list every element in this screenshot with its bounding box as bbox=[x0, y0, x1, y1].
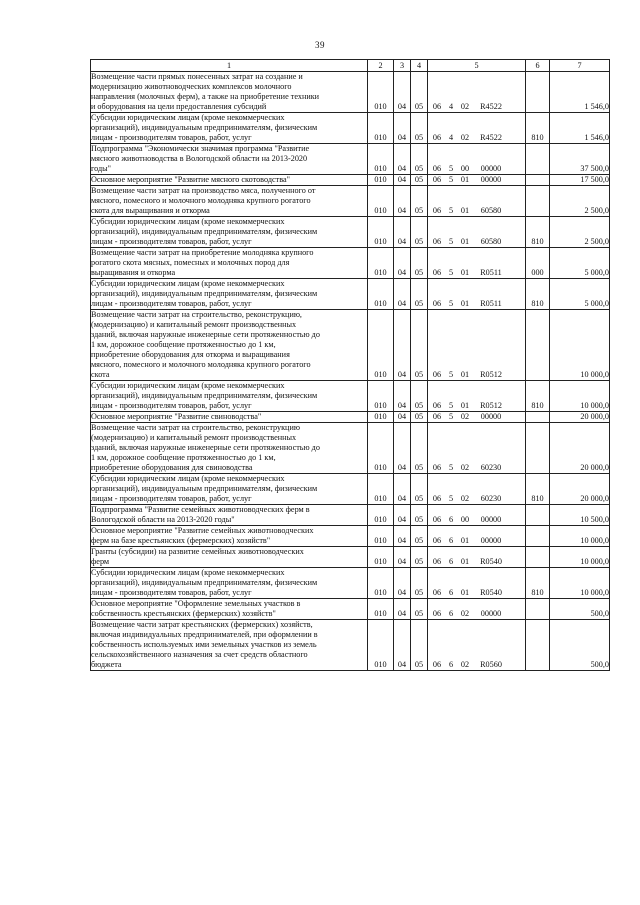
code-section: 04 bbox=[394, 144, 411, 175]
code-expense-type bbox=[526, 620, 550, 671]
code-section: 04 bbox=[394, 423, 411, 474]
table-row bbox=[91, 217, 610, 248]
row-amount: 10 000,0 bbox=[550, 310, 610, 381]
code-target-article bbox=[428, 248, 526, 279]
code-admin: 010 bbox=[368, 423, 394, 474]
target-article-part: 02 bbox=[460, 494, 470, 503]
target-article-part: R0512 bbox=[480, 401, 502, 410]
code-section: 04 bbox=[394, 175, 411, 186]
header-col-1: 1 bbox=[91, 60, 368, 72]
row-name: Основное мероприятие "Оформление земельных участков в собственность крестьянских (фермерских) хозяйств" bbox=[91, 599, 368, 620]
row-amount: 10 000,0 bbox=[550, 568, 610, 599]
target-article-part: 01 bbox=[460, 557, 470, 566]
row-name: Возмещение части затрат крестьянских (фермерских) хозяйств, включая индивидуальных предпринимателей, при оформлении в собственность используемых ими земельных участков из земель сельскохозяйственного назначения за счет средств областного бюджета bbox=[91, 620, 368, 671]
target-article-part: 00000 bbox=[480, 412, 502, 421]
row-amount: 5 000,0 bbox=[550, 279, 610, 310]
code-subsection: 05 bbox=[411, 505, 428, 526]
table-row bbox=[91, 381, 610, 412]
code-subsection: 05 bbox=[411, 217, 428, 248]
row-amount: 10 000,0 bbox=[550, 526, 610, 547]
code-admin: 010 bbox=[368, 526, 394, 547]
code-subsection: 05 bbox=[411, 248, 428, 279]
target-article-part: 6 bbox=[448, 515, 454, 524]
target-article-part: 01 bbox=[460, 370, 470, 379]
target-article-part: 00000 bbox=[480, 164, 502, 173]
target-article-part: R0540 bbox=[480, 557, 502, 566]
target-article-part: 6 bbox=[448, 660, 454, 669]
code-admin: 010 bbox=[368, 599, 394, 620]
header-col-7: 7 bbox=[550, 60, 610, 72]
header-col-5: 5 bbox=[428, 60, 526, 72]
code-section: 04 bbox=[394, 412, 411, 423]
table-row bbox=[91, 144, 610, 175]
code-subsection: 05 bbox=[411, 547, 428, 568]
target-article-part: 01 bbox=[460, 268, 470, 277]
table-header-row bbox=[91, 60, 610, 72]
target-article-part: 60580 bbox=[480, 206, 502, 215]
row-name: Гранты (субсидии) на развитие семейных животноводческих ферм bbox=[91, 547, 368, 568]
target-article-part: 01 bbox=[460, 588, 470, 597]
row-name: Субсидии юридическим лицам (кроме некоммерческих организаций), индивидуальным предпринимателям, физическим лицам - производителям товаров, работ, услуг bbox=[91, 381, 368, 412]
target-article-part: 5 bbox=[448, 237, 454, 246]
row-amount: 20 000,0 bbox=[550, 423, 610, 474]
code-target-article bbox=[428, 113, 526, 144]
code-subsection: 05 bbox=[411, 113, 428, 144]
target-article-part: 06 bbox=[432, 660, 442, 669]
target-article-part: 06 bbox=[432, 494, 442, 503]
code-expense-type: 810 bbox=[526, 474, 550, 505]
code-section: 04 bbox=[394, 547, 411, 568]
code-target-article bbox=[428, 526, 526, 547]
code-target-article bbox=[428, 505, 526, 526]
code-section: 04 bbox=[394, 310, 411, 381]
target-article-part: R0540 bbox=[480, 588, 502, 597]
code-subsection: 05 bbox=[411, 620, 428, 671]
code-target-article bbox=[428, 620, 526, 671]
target-article-part: 5 bbox=[448, 463, 454, 472]
target-article-part: 5 bbox=[448, 401, 454, 410]
row-amount: 10 000,0 bbox=[550, 381, 610, 412]
code-target-article bbox=[428, 547, 526, 568]
target-article-part: 02 bbox=[460, 102, 470, 111]
code-target-article bbox=[428, 599, 526, 620]
target-article-part: 60230 bbox=[480, 463, 502, 472]
row-name: Возмещение части затрат на строительство, реконструкцию (модернизацию) и капитальный ремонт производственных зданий, включая наружные инженерные сети протяженностью до 1 км, дорожное сообщение протяженностью до 1 км, приобретение оборудования для свиноводства bbox=[91, 423, 368, 474]
target-article-part: 60580 bbox=[480, 237, 502, 246]
target-article-part: 00000 bbox=[480, 515, 502, 524]
table-row bbox=[91, 599, 610, 620]
row-amount: 2 500,0 bbox=[550, 186, 610, 217]
target-article-part: 02 bbox=[460, 133, 470, 142]
code-target-article bbox=[428, 144, 526, 175]
row-amount: 1 546,0 bbox=[550, 72, 610, 113]
code-admin: 010 bbox=[368, 144, 394, 175]
header-col-6: 6 bbox=[526, 60, 550, 72]
target-article-part: 01 bbox=[460, 175, 470, 184]
target-article-part: 5 bbox=[448, 494, 454, 503]
code-admin: 010 bbox=[368, 474, 394, 505]
row-amount: 500,0 bbox=[550, 620, 610, 671]
code-expense-type: 810 bbox=[526, 568, 550, 599]
row-name: Возмещение части прямых понесенных затрат на создание и модернизацию животноводческих комплексов молочного направления (молочных ферм), а также на приобретение техники и оборудования на цели предоставления субсидий bbox=[91, 72, 368, 113]
code-section: 04 bbox=[394, 217, 411, 248]
target-article-part: 5 bbox=[448, 206, 454, 215]
target-article-part: 06 bbox=[432, 557, 442, 566]
header-col-4: 4 bbox=[411, 60, 428, 72]
code-admin: 010 bbox=[368, 113, 394, 144]
row-name: Основное мероприятие "Развитие свиноводства" bbox=[91, 412, 368, 423]
code-target-article bbox=[428, 412, 526, 423]
row-name: Субсидии юридическим лицам (кроме некоммерческих организаций), индивидуальным предпринимателям, физическим лицам - производителям товаров, работ, услуг bbox=[91, 279, 368, 310]
table-row bbox=[91, 175, 610, 186]
table-row bbox=[91, 113, 610, 144]
code-subsection: 05 bbox=[411, 474, 428, 505]
code-subsection: 05 bbox=[411, 526, 428, 547]
target-article-part: 00 bbox=[460, 164, 470, 173]
page-number: 39 bbox=[315, 40, 325, 50]
code-admin: 010 bbox=[368, 412, 394, 423]
code-expense-type: 000 bbox=[526, 248, 550, 279]
code-subsection: 05 bbox=[411, 310, 428, 381]
target-article-part: 5 bbox=[448, 370, 454, 379]
table-row bbox=[91, 620, 610, 671]
row-name: Субсидии юридическим лицам (кроме некоммерческих организаций), индивидуальным предпринимателям, физическим лицам - производителям товаров, работ, услуг bbox=[91, 474, 368, 505]
target-article-part: 01 bbox=[460, 206, 470, 215]
code-expense-type: 810 bbox=[526, 217, 550, 248]
code-expense-type bbox=[526, 526, 550, 547]
code-admin: 010 bbox=[368, 505, 394, 526]
target-article-part: 06 bbox=[432, 609, 442, 618]
code-expense-type bbox=[526, 423, 550, 474]
target-article-part: R0511 bbox=[480, 268, 502, 277]
row-name: Основное мероприятие "Развитие мясного скотоводства" bbox=[91, 175, 368, 186]
target-article-part: 02 bbox=[460, 463, 470, 472]
header-col-3: 3 bbox=[394, 60, 411, 72]
code-expense-type bbox=[526, 186, 550, 217]
code-admin: 010 bbox=[368, 620, 394, 671]
code-target-article bbox=[428, 568, 526, 599]
code-target-article bbox=[428, 474, 526, 505]
target-article-part: 06 bbox=[432, 268, 442, 277]
code-subsection: 05 bbox=[411, 568, 428, 599]
code-expense-type: 810 bbox=[526, 381, 550, 412]
target-article-part: 5 bbox=[448, 299, 454, 308]
code-subsection: 05 bbox=[411, 381, 428, 412]
code-subsection: 05 bbox=[411, 423, 428, 474]
table-row bbox=[91, 547, 610, 568]
code-admin: 010 bbox=[368, 568, 394, 599]
header-col-2: 2 bbox=[368, 60, 394, 72]
row-amount: 20 000,0 bbox=[550, 474, 610, 505]
row-name: Подпрограмма "Развитие семейных животноводческих ферм в Вологодской области на 2013-2020 годы" bbox=[91, 505, 368, 526]
code-target-article bbox=[428, 186, 526, 217]
target-article-part: 06 bbox=[432, 412, 442, 421]
table-row bbox=[91, 474, 610, 505]
code-admin: 010 bbox=[368, 547, 394, 568]
target-article-part: 01 bbox=[460, 401, 470, 410]
table-row bbox=[91, 186, 610, 217]
target-article-part: 06 bbox=[432, 133, 442, 142]
table-row bbox=[91, 412, 610, 423]
code-subsection: 05 bbox=[411, 279, 428, 310]
code-section: 04 bbox=[394, 381, 411, 412]
row-amount: 500,0 bbox=[550, 599, 610, 620]
row-amount: 2 500,0 bbox=[550, 217, 610, 248]
target-article-part: 00000 bbox=[480, 175, 502, 184]
target-article-part: 00 bbox=[460, 515, 470, 524]
target-article-part: 06 bbox=[432, 588, 442, 597]
code-target-article bbox=[428, 279, 526, 310]
row-name: Подпрограмма "Экономически значимая программа "Развитие мясного животноводства в Вологодской области на 2013-2020 годы" bbox=[91, 144, 368, 175]
code-expense-type bbox=[526, 310, 550, 381]
code-subsection: 05 bbox=[411, 599, 428, 620]
code-target-article bbox=[428, 72, 526, 113]
code-admin: 010 bbox=[368, 217, 394, 248]
target-article-part: 5 bbox=[448, 412, 454, 421]
code-admin: 010 bbox=[368, 175, 394, 186]
code-expense-type bbox=[526, 72, 550, 113]
row-amount: 5 000,0 bbox=[550, 248, 610, 279]
target-article-part: R0560 bbox=[480, 660, 502, 669]
target-article-part: 6 bbox=[448, 536, 454, 545]
table-row bbox=[91, 568, 610, 599]
table-row bbox=[91, 526, 610, 547]
row-amount: 10 500,0 bbox=[550, 505, 610, 526]
code-section: 04 bbox=[394, 568, 411, 599]
code-expense-type bbox=[526, 505, 550, 526]
code-section: 04 bbox=[394, 248, 411, 279]
row-name: Возмещение части затрат на приобретение молодняка крупного рогатого скота мясных, помесных и молочных пород для выращивания и откорма bbox=[91, 248, 368, 279]
code-section: 04 bbox=[394, 279, 411, 310]
code-expense-type bbox=[526, 412, 550, 423]
row-name: Возмещение части затрат на строительство, реконструкцию, (модернизацию) и капитальный ремонт производственных зданий, включая наружные инженерные сети протяженностью до 1 км, дорожное сообщение протяженностью до 1 км, приобретение оборудования для откорма и выращивания мясного, помесного и молочного молодняка крупного рогатого скота bbox=[91, 310, 368, 381]
code-expense-type: 810 bbox=[526, 279, 550, 310]
code-expense-type bbox=[526, 175, 550, 186]
target-article-part: R4522 bbox=[480, 133, 502, 142]
target-article-part: 01 bbox=[460, 536, 470, 545]
row-amount: 1 546,0 bbox=[550, 113, 610, 144]
row-amount: 37 500,0 bbox=[550, 144, 610, 175]
table-row bbox=[91, 310, 610, 381]
table-row bbox=[91, 248, 610, 279]
code-section: 04 bbox=[394, 72, 411, 113]
table-row bbox=[91, 505, 610, 526]
row-name: Субсидии юридическим лицам (кроме некоммерческих организаций), индивидуальным предпринимателям, физическим лицам - производителям товаров, работ, услуг bbox=[91, 113, 368, 144]
target-article-part: 06 bbox=[432, 463, 442, 472]
row-amount: 20 000,0 bbox=[550, 412, 610, 423]
budget-table bbox=[90, 59, 610, 671]
code-target-article bbox=[428, 217, 526, 248]
target-article-part: 6 bbox=[448, 557, 454, 566]
target-article-part: 06 bbox=[432, 515, 442, 524]
target-article-part: 5 bbox=[448, 175, 454, 184]
target-article-part: 01 bbox=[460, 299, 470, 308]
code-subsection: 05 bbox=[411, 412, 428, 423]
code-target-article bbox=[428, 423, 526, 474]
code-subsection: 05 bbox=[411, 72, 428, 113]
table-row bbox=[91, 279, 610, 310]
code-admin: 010 bbox=[368, 381, 394, 412]
code-admin: 010 bbox=[368, 186, 394, 217]
row-name: Субсидии юридическим лицам (кроме некоммерческих организаций), индивидуальным предпринимателям, физическим лицам - производителям товаров, работ, услуг bbox=[91, 568, 368, 599]
target-article-part: R0511 bbox=[480, 299, 502, 308]
target-article-part: 4 bbox=[448, 102, 454, 111]
target-article-part: R0512 bbox=[480, 370, 502, 379]
target-article-part: 4 bbox=[448, 133, 454, 142]
target-article-part: 06 bbox=[432, 206, 442, 215]
row-amount: 17 500,0 bbox=[550, 175, 610, 186]
target-article-part: 06 bbox=[432, 299, 442, 308]
code-section: 04 bbox=[394, 526, 411, 547]
target-article-part: 5 bbox=[448, 164, 454, 173]
code-subsection: 05 bbox=[411, 175, 428, 186]
target-article-part: 06 bbox=[432, 536, 442, 545]
row-amount: 10 000,0 bbox=[550, 547, 610, 568]
code-admin: 010 bbox=[368, 279, 394, 310]
code-expense-type bbox=[526, 599, 550, 620]
target-article-part: 06 bbox=[432, 370, 442, 379]
code-section: 04 bbox=[394, 599, 411, 620]
target-article-part: 6 bbox=[448, 609, 454, 618]
target-article-part: 01 bbox=[460, 237, 470, 246]
target-article-part: 06 bbox=[432, 175, 442, 184]
code-expense-type bbox=[526, 547, 550, 568]
target-article-part: 06 bbox=[432, 164, 442, 173]
code-target-article bbox=[428, 310, 526, 381]
code-admin: 010 bbox=[368, 72, 394, 113]
target-article-part: 02 bbox=[460, 660, 470, 669]
table-row bbox=[91, 423, 610, 474]
code-section: 04 bbox=[394, 474, 411, 505]
code-section: 04 bbox=[394, 113, 411, 144]
row-name: Субсидии юридическим лицам (кроме некоммерческих организаций), индивидуальным предпринимателям, физическим лицам - производителям товаров, работ, услуг bbox=[91, 217, 368, 248]
code-expense-type bbox=[526, 144, 550, 175]
code-subsection: 05 bbox=[411, 186, 428, 217]
code-admin: 010 bbox=[368, 310, 394, 381]
row-name: Основное мероприятие "Развитие семейных животноводческих ферм на базе крестьянских (фермерских) хозяйств" bbox=[91, 526, 368, 547]
target-article-part: 00000 bbox=[480, 609, 502, 618]
target-article-part: 02 bbox=[460, 412, 470, 421]
code-admin: 010 bbox=[368, 248, 394, 279]
target-article-part: 06 bbox=[432, 401, 442, 410]
code-target-article bbox=[428, 381, 526, 412]
target-article-part: 5 bbox=[448, 268, 454, 277]
code-subsection: 05 bbox=[411, 144, 428, 175]
row-name: Возмещение части затрат на производство мяса, полученного от мясного, помесного и молочного молодняка крупного рогатого скота для выращивания и откорма bbox=[91, 186, 368, 217]
code-section: 04 bbox=[394, 505, 411, 526]
target-article-part: 6 bbox=[448, 588, 454, 597]
code-section: 04 bbox=[394, 620, 411, 671]
code-expense-type: 810 bbox=[526, 113, 550, 144]
table-row bbox=[91, 72, 610, 113]
target-article-part: R4522 bbox=[480, 102, 502, 111]
target-article-part: 60230 bbox=[480, 494, 502, 503]
target-article-part: 06 bbox=[432, 102, 442, 111]
target-article-part: 00000 bbox=[480, 536, 502, 545]
code-section: 04 bbox=[394, 186, 411, 217]
target-article-part: 06 bbox=[432, 237, 442, 246]
target-article-part: 02 bbox=[460, 609, 470, 618]
code-target-article bbox=[428, 175, 526, 186]
